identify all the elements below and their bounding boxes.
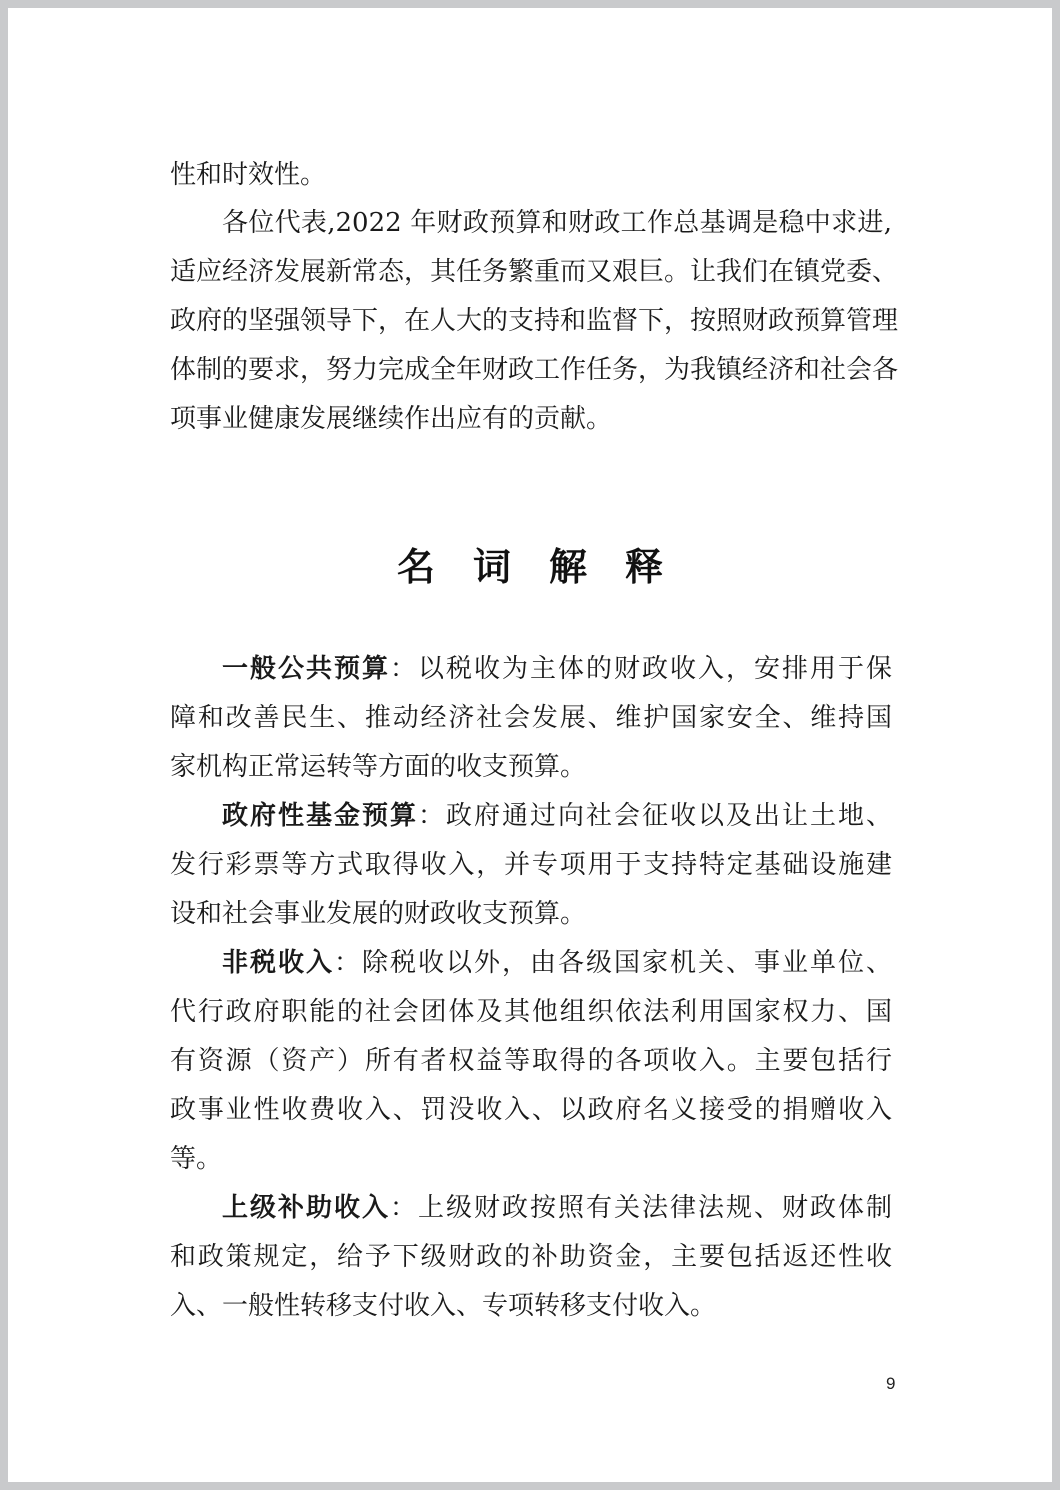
glossary-title: 名词解释 (396, 545, 701, 589)
text-line: 等。 (170, 1144, 223, 1174)
page-number: 9 (886, 1374, 896, 1393)
text-line: 政事业性收费收入、罚没收入、以政府名义接受的捐赠收入 (170, 1095, 892, 1125)
glossary-term: 上级补助收入 (222, 1193, 390, 1223)
text-line: 家机构正常运转等方面的收支预算。 (170, 752, 587, 782)
glossary-term: 一般公共预算 (222, 654, 390, 684)
text-line: 各位代表,2022 年财政预算和财政工作总基调是稳中求进, (222, 208, 892, 238)
entry-first-line (222, 795, 892, 832)
entry-first-line (222, 648, 892, 685)
text-line: 障和改善民生、推动经济社会发展、维护国家安全、维持国 (170, 703, 892, 733)
entry-text: ：除税收以外，由各级国家机关、事业单位、 (334, 948, 892, 978)
entry-first-line (222, 942, 892, 979)
text-line: 有资源（资产）所有者权益等取得的各项收入。主要包括行 (170, 1046, 892, 1076)
entry-text: ：政府通过向社会征收以及出让土地、 (418, 801, 892, 831)
text-line: 代行政府职能的社会团体及其他组织依法利用国家权力、国 (170, 997, 892, 1027)
entry-text: ：上级财政按照有关法律法规、财政体制 (390, 1193, 892, 1223)
text-line: 政府的坚强领导下，在人大的支持和监督下，按照财政预算管理 (170, 306, 899, 336)
text-line: 发行彩票等方式取得收入，并专项用于支持特定基础设施建 (170, 850, 892, 880)
document-page (8, 8, 1052, 1482)
glossary-term: 非税收入 (222, 948, 334, 978)
text-line: 项事业健康发展继续作出应有的贡献。 (170, 404, 613, 434)
entry-text: ：以税收为主体的财政收入，安排用于保 (390, 654, 892, 684)
text-line: 设和社会事业发展的财政收支预算。 (170, 899, 587, 929)
text-line: 性和时效性。 (170, 160, 327, 190)
text-line: 适应经济发展新常态，其任务繁重而又艰巨。让我们在镇党委、 (170, 257, 899, 287)
entry-first-line (222, 1187, 892, 1224)
text-line: 和政策规定，给予下级财政的补助资金，主要包括返还性收 (170, 1242, 892, 1272)
text-line: 入、一般性转移支付收入、专项转移支付收入。 (170, 1291, 717, 1321)
text-line: 体制的要求，努力完成全年财政工作任务，为我镇经济和社会各 (170, 355, 899, 385)
glossary-term: 政府性基金预算 (222, 801, 418, 831)
